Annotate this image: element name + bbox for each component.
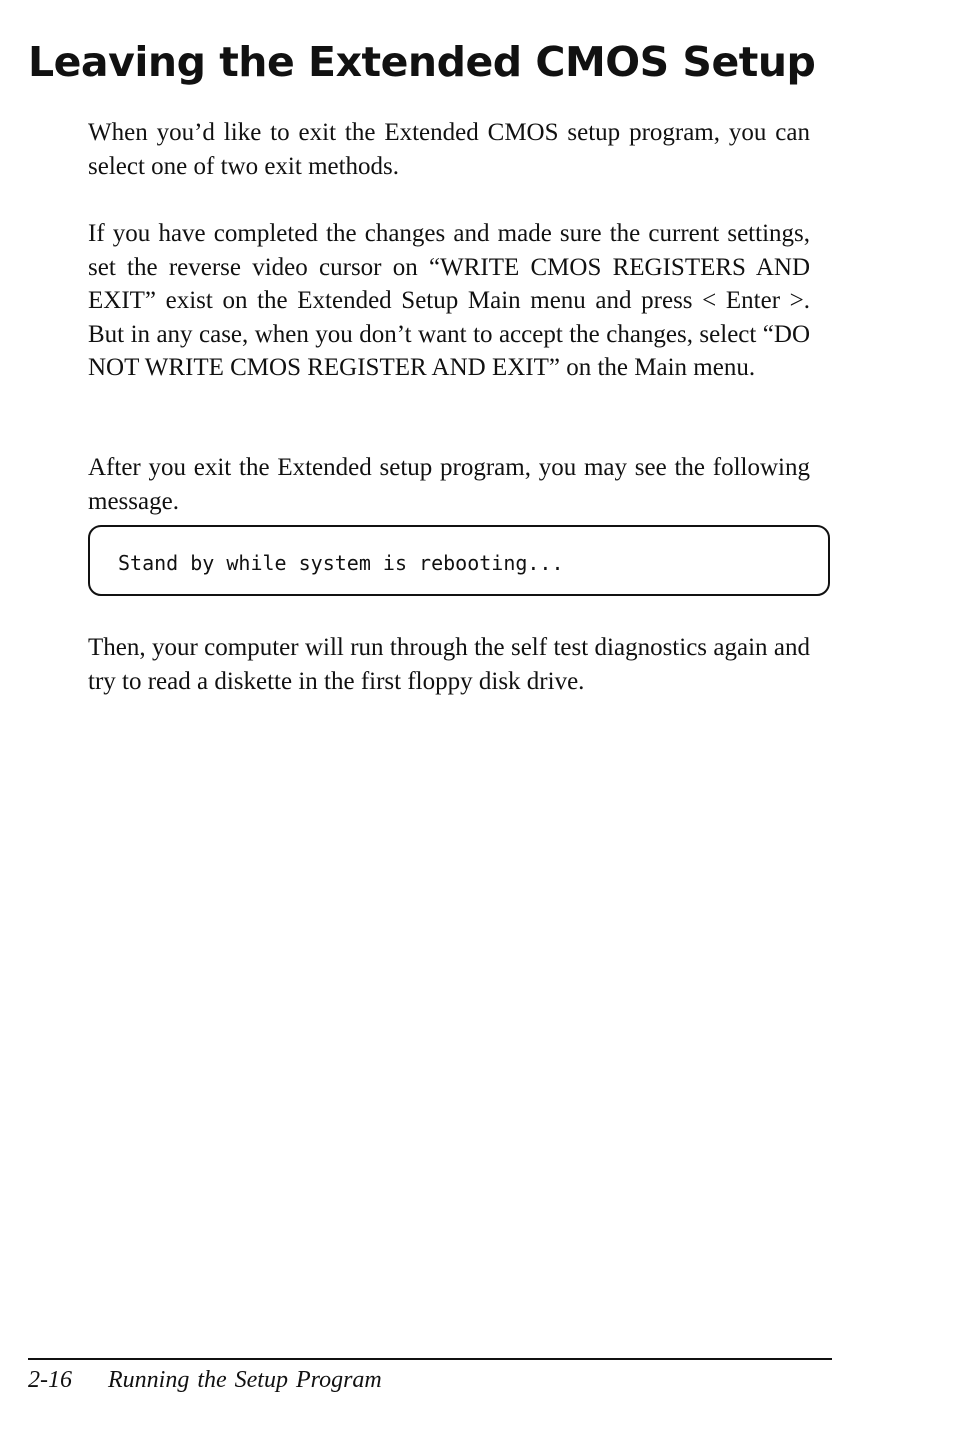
page-footer	[28, 1367, 382, 1394]
message-box	[88, 525, 830, 596]
paragraph-self-test: Then, your computer will run through the self test diagnostics again and try to read a diskette in the first floppy disk drive.	[88, 634, 810, 695]
reboot-message-text: Stand by while system is rebooting...	[118, 551, 564, 575]
paragraph-exit-instructions: If you have completed the changes and made sure the current settings, set the reverse video cursor on “WRITE CMOS REGISTERS AND EXIT” exist on the Extended Setup Main menu and press < Enter >. But in any case, when you don’t want to accept the changes, select “DO NOT WRITE CMOS REGISTER AND EXIT” on the Main menu.	[88, 220, 810, 382]
footer-rule	[28, 1358, 832, 1360]
page-number: 2-16	[28, 1367, 72, 1393]
page-heading: Leaving the Extended CMOS Setup	[28, 38, 816, 86]
paragraph-message-intro: After you exit the Extended setup program, you may see the following message.	[88, 454, 810, 515]
footer-section-title: Running the Setup Program	[108, 1367, 382, 1393]
paragraph-exit-methods: When you’d like to exit the Extended CMOS setup program, you can select one of two exit methods.	[88, 119, 810, 180]
